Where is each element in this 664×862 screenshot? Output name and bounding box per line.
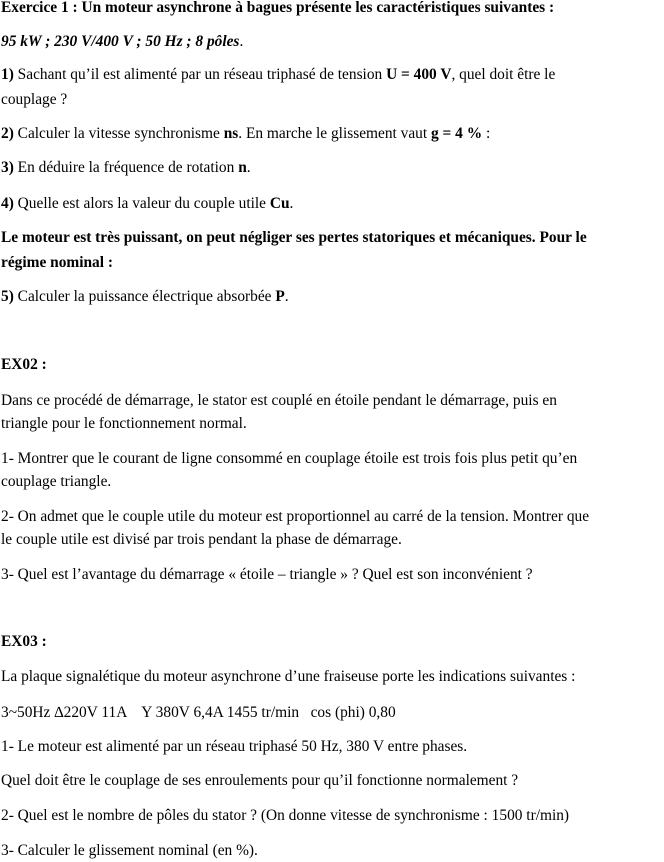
ex2-title: EX02 : (1, 356, 47, 373)
ex3-question-2: 2- Quel est le nombre de pôles du stator ? (On donne vitesse de synchronisme : 1500 tr/min) (1, 807, 570, 824)
ex3-title: EX03 : (1, 633, 47, 650)
ex2-question-3: 3- Quel est l’avantage du démarrage « étoile – triangle » ? Quel est son inconvénient ? (1, 566, 533, 583)
ex2-question-1: 1- Montrer que le courant de ligne consommé en couplage étoile est trois fois plus petit qu’en (1, 450, 578, 467)
ex2-question-2: 2- On admet que le couple utile du moteur est proportionnel au carré de la tension. Montrer que (1, 508, 590, 525)
ex3-question-3: 3- Calculer le glissement nominal (en %). (1, 842, 258, 859)
ex1-question-1-cont: couplage ? (1, 91, 68, 108)
ex3-intro: La plaque signalétique du moteur asynchrone d’une fraiseuse porte les indications suivantes : (1, 668, 576, 685)
ex3-question-1-cont: Quel doit être le couplage de ses enroulements pour qu’il fonctionne normalement ? (1, 772, 519, 789)
ex1-question-4: 4) Quelle est alors la valeur du couple utile Cu. (1, 195, 294, 212)
ex1-note-cont: régime nominal : (1, 254, 113, 271)
ex1-note: Le moteur est très puissant, on peut négliger ses pertes statoriques et mécaniques. Pour le (1, 229, 587, 246)
ex2-question-2-cont: le couple utile est divisé par trois pendant la phase de démarrage. (1, 531, 402, 548)
ex1-question-3: 3) En déduire la fréquence de rotation n. (1, 159, 251, 176)
ex1-question-1: 1) Sachant qu’il est alimenté par un réseau triphasé de tension U = 400 V, quel doit être le (1, 66, 556, 83)
ex2-intro: Dans ce procédé de démarrage, le stator est couplé en étoile pendant le démarrage, puis en (1, 392, 557, 409)
ex3-nameplate: 3~50Hz ∆220V 11A Y 380V 6,4A 1455 tr/min cos (phi) 0,80 (1, 704, 396, 721)
ex2-question-1-cont: couplage triangle. (1, 473, 112, 490)
ex1-specs: 95 kW ; 230 V/400 V ; 50 Hz ; 8 pôles. (1, 33, 244, 50)
ex2-intro-cont: triangle pour le fonctionnement normal. (1, 415, 247, 432)
ex3-question-1: 1- Le moteur est alimenté par un réseau triphasé 50 Hz, 380 V entre phases. (1, 738, 468, 755)
ex1-question-5: 5) Calculer la puissance électrique absorbée P. (1, 288, 289, 305)
ex1-question-2: 2) Calculer la vitesse synchronisme ns. En marche le glissement vaut g = 4 % : (1, 125, 491, 142)
ex1-title: Exercice 1 : Un moteur asynchrone à bagues présente les caractéristiques suivantes : (1, 0, 555, 16)
